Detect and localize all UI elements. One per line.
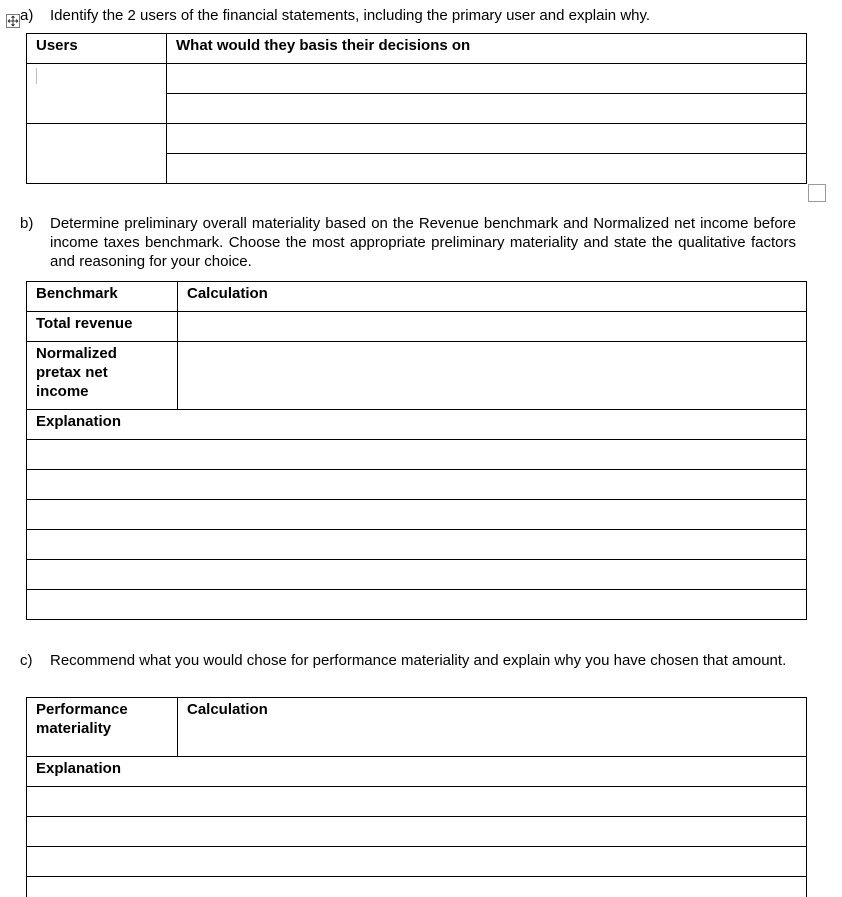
question-c	[20, 651, 796, 670]
performance-calculation-header: Calculation	[187, 701, 268, 718]
explanation-header-c: Explanation	[36, 760, 122, 777]
performance-calculation-cell[interactable]	[177, 697, 807, 757]
total-revenue-label: Total revenue	[36, 315, 133, 332]
normalized-income-line-1: Normalized	[36, 345, 117, 362]
explanation-header-c-cell[interactable]	[26, 756, 807, 787]
table-move-handle-icon[interactable]	[6, 14, 20, 28]
explanation-b-row-1[interactable]	[26, 439, 807, 470]
benchmark-header: Benchmark	[36, 285, 118, 302]
explanation-b-row-3[interactable]	[26, 499, 807, 530]
explanation-b-row-2[interactable]	[26, 469, 807, 500]
user-1-cell[interactable]	[26, 63, 167, 124]
explanation-header-b: Explanation	[36, 413, 122, 430]
normalized-income-cell[interactable]	[26, 341, 178, 410]
question-c-text: Recommend what you would chose for performance materiality and explain why you have chosen that amount.	[50, 652, 787, 669]
user-2-cell[interactable]	[26, 123, 167, 184]
normalized-income-line-2: pretax net	[36, 364, 108, 381]
total-revenue-cell[interactable]	[26, 311, 178, 342]
decisions-header-cell[interactable]	[166, 33, 807, 64]
performance-materiality-line-2: materiality	[36, 720, 112, 737]
users-header-cell[interactable]	[26, 33, 167, 64]
question-b-text: Determine preliminary overall materiality based on the Revenue benchmark and Normalized net income before income taxes benchmark. Choose the most appropriate preliminary materiality and state the qualitative factors and reasoning for your choice.	[50, 215, 796, 270]
user-2-decision-row-1[interactable]	[166, 123, 807, 154]
text-cursor	[36, 68, 37, 84]
question-b	[20, 214, 796, 271]
performance-materiality-line-1: Performance	[36, 701, 128, 718]
question-a-label: a)	[20, 7, 34, 24]
question-b-label: b)	[20, 215, 34, 232]
explanation-c-row-2[interactable]	[26, 816, 807, 847]
explanation-c-row-4[interactable]	[26, 876, 807, 897]
explanation-b-row-5[interactable]	[26, 559, 807, 590]
user-1-decision-row-2[interactable]	[166, 93, 807, 124]
user-1-decision-row-1[interactable]	[166, 63, 807, 94]
user-2-decision-row-2[interactable]	[166, 153, 807, 184]
total-revenue-calculation[interactable]	[177, 311, 807, 342]
explanation-header-b-cell[interactable]	[26, 409, 807, 440]
explanation-b-row-6[interactable]	[26, 589, 807, 620]
decisions-header: What would they basis their decisions on	[176, 37, 471, 54]
calculation-header-cell[interactable]	[177, 281, 807, 312]
explanation-c-row-3[interactable]	[26, 846, 807, 877]
calculation-header: Calculation	[187, 285, 268, 302]
normalized-income-calculation[interactable]	[177, 341, 807, 410]
users-header: Users	[36, 37, 78, 54]
table-resize-handle[interactable]	[808, 184, 826, 202]
question-a	[20, 6, 800, 25]
normalized-income-line-3: income	[36, 383, 89, 400]
performance-materiality-cell[interactable]	[26, 697, 178, 757]
question-c-label: c)	[20, 652, 33, 669]
benchmark-header-cell[interactable]	[26, 281, 178, 312]
question-a-text: Identify the 2 users of the financial statements, including the primary user and explain why.	[50, 7, 651, 24]
explanation-c-row-1[interactable]	[26, 786, 807, 817]
explanation-b-row-4[interactable]	[26, 529, 807, 560]
